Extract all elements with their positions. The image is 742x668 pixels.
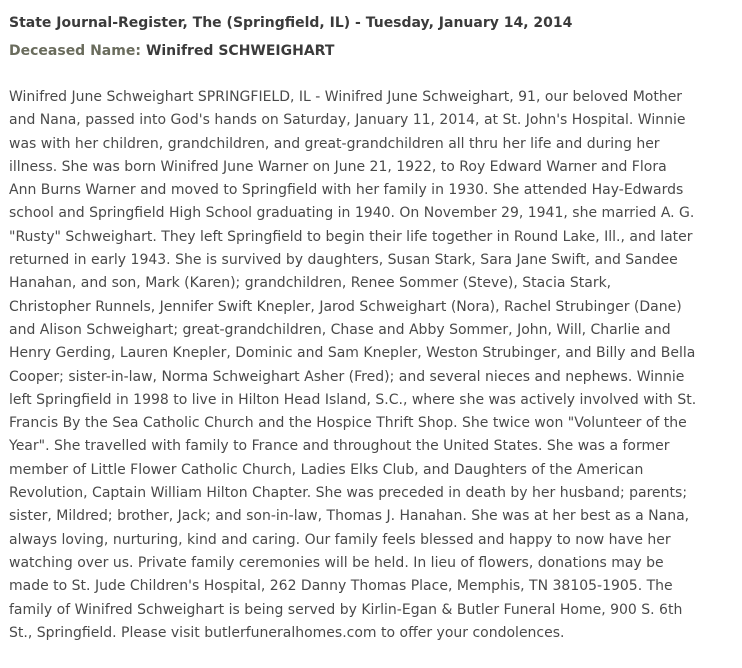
- obituary-line: and Nana, passed into God's hands on Saturday, January 11, 2014, at St. John's Hospital. Winnie: [9, 112, 686, 129]
- obituary-line: Year". She travelled with family to France and throughout the United States. She was a former: [9, 438, 670, 455]
- source-title: State Journal-Register, The (Springfield, IL) - Tuesday, January 14, 2014: [9, 15, 573, 31]
- obituary-line: Henry Gerding, Lauren Knepler, Dominic and Sam Knepler, Weston Strubinger, and Billy and Bella: [9, 345, 696, 362]
- obituary-line: Ann Burns Warner and moved to Springfield with her family in 1930. She attended Hay-Edwards: [9, 182, 684, 199]
- obituary-line: and Alison Schweighart; great-grandchildren, Chase and Abby Sommer, John, Will, Charlie and: [9, 321, 671, 338]
- obituary-line: was with her children, grandchildren, and great-grandchildren all thru her life and during her: [9, 135, 660, 152]
- obituary-line: family of Winifred Schweighart is being served by Kirlin-Egan & Butler Funeral Home, 900 S. 6th: [9, 601, 683, 618]
- obituary-line: made to St. Jude Children's Hospital, 262 Danny Thomas Place, Memphis, TN 38105-1905. The: [9, 578, 673, 595]
- obituary-line: left Springfield in 1998 to live in Hilton Head Island, S.C., where she was actively involved with St.: [9, 391, 697, 408]
- obituary-line: member of Little Flower Catholic Church, Ladies Elks Club, and Daughters of the American: [9, 461, 644, 478]
- obituary-line: "Rusty" Schweighart. They left Springfield to begin their life together in Round Lake, Ill., and later: [9, 228, 693, 245]
- deceased-name-label: Deceased Name:: [9, 43, 141, 59]
- obituary-line: St., Springfield. Please visit butlerfuneralhomes.com to offer your condolences.: [9, 624, 565, 641]
- obituary-line: always loving, nurturing, kind and caring. Our family feels blessed and happy to now have her: [9, 531, 671, 548]
- obituary-line: school and Springfield High School graduating in 1940. On November 29, 1941, she married A. G.: [9, 205, 695, 222]
- deceased-name-row: [9, 41, 734, 62]
- obituary-line: watching over us. Private family ceremonies will be held. In lieu of flowers, donations may be: [9, 554, 664, 571]
- deceased-name-value: Winifred SCHWEIGHART: [145, 43, 335, 59]
- obituary-line: Francis By the Sea Catholic Church and the Hospice Thrift Shop. She twice won "Volunteer of the: [9, 415, 687, 432]
- obituary-line: Hanahan, and son, Mark (Karen); grandchildren, Renee Sommer (Steve), Stacia Stark,: [9, 275, 612, 292]
- obituary-line: Winifred June Schweighart SPRINGFIELD, IL - Winifred June Schweighart, 91, our beloved Mother: [9, 89, 683, 105]
- obituary-line: sister, Mildred; brother, Jack; and son-in-law, Thomas J. Hanahan. She was at her best as a Nana,: [9, 508, 690, 525]
- obituary-line: Revolution, Captain William Hilton Chapter. She was preceded in death by her husband; parents;: [9, 485, 688, 502]
- obituary-line: illness. She was born Winifred June Warner on June 21, 1922, to Roy Edward Warner and Flora: [9, 158, 667, 175]
- obituary-line: Cooper; sister-in-law, Norma Schweighart Asher (Fred); and several nieces and nephews. Winnie: [9, 368, 685, 385]
- obituary-line: returned in early 1943. She is survived by daughters, Susan Stark, Sara Jane Swift, and Sandee: [9, 252, 678, 269]
- obituary-text: [9, 86, 734, 645]
- obituary-line: Christopher Runnels, Jennifer Swift Knepler, Jarod Schweighart (Nora), Rachel Strubinger (Dane): [9, 298, 682, 315]
- masthead: [9, 13, 734, 62]
